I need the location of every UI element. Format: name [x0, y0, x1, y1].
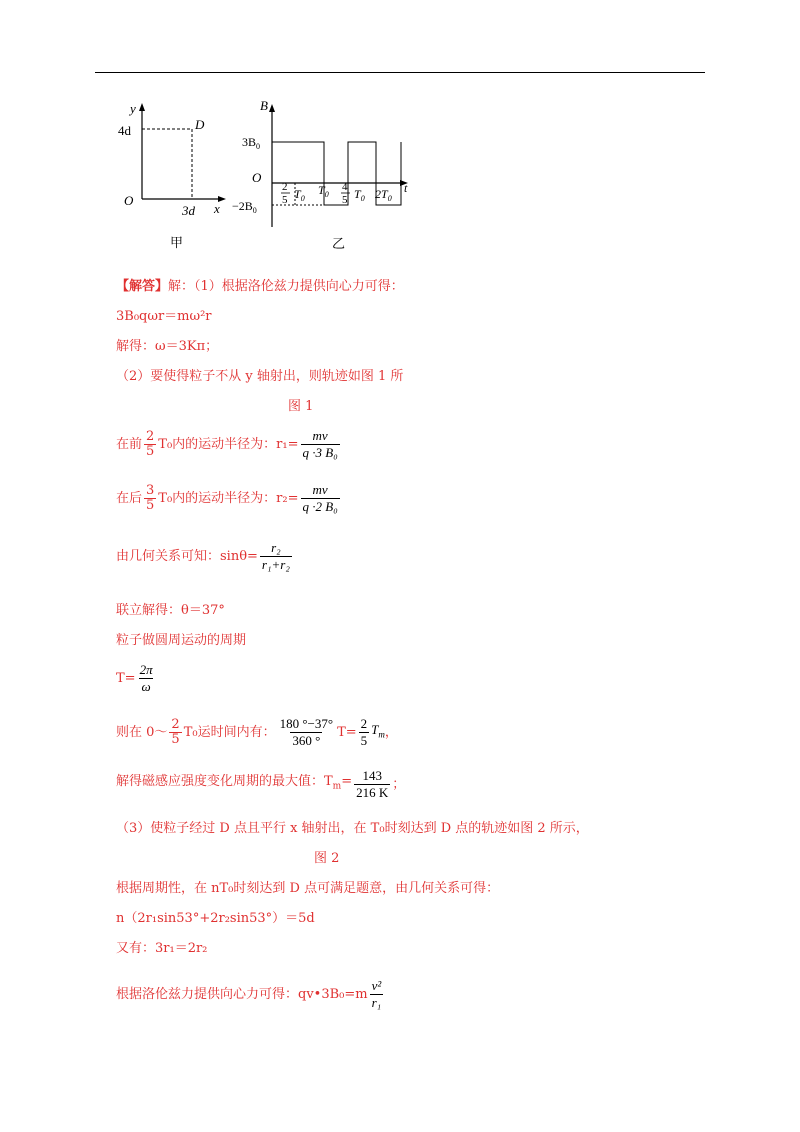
equation-1: 3B₀qωr＝mω²r [116, 309, 212, 324]
r2-time-den: 5 [146, 498, 155, 513]
part-2-text: （2）要使得粒子不从 y 轴射出，则轨迹如图 1 所 [116, 369, 404, 384]
lorentz-den: r₁ [371, 995, 382, 1010]
time-frac-den: 5 [171, 732, 180, 747]
yi-t-label-4: $2T_0$ [375, 187, 392, 203]
max-fraction [354, 768, 390, 801]
period-prefix: T= [116, 670, 136, 686]
jia-x-tick: 3d [182, 203, 195, 218]
yi-lower-level: $-2B_0$ [232, 199, 257, 215]
jia-y-arrow [139, 103, 145, 111]
r1-time-fraction [144, 430, 156, 459]
r1-time-num: 2 [146, 429, 155, 444]
answer-tag: 【解答】 [116, 279, 169, 294]
figure-jia [110, 95, 240, 259]
jia-point-D: D [195, 117, 205, 132]
part-3-text: （3）使粒子经过 D 点且平行 x 轴射出，在 T₀时刻达到 D 点的轨迹如图 2 所示， [116, 821, 589, 836]
yi-upper-level: $3B_0$ [242, 135, 261, 151]
header-rule [95, 72, 705, 73]
geometry-num: r₂ [271, 540, 281, 555]
r2-line [116, 482, 342, 515]
figure-2-caption: 图 2 [314, 851, 340, 866]
yi-frac2-num: 4 [342, 181, 348, 193]
r1-middle: T₀内的运动半径为：r₁= [158, 436, 299, 452]
r1-fraction [301, 428, 340, 461]
lorentz-prefix: 根据洛伦兹力提供向心力可得：qv•3B₀=m [116, 986, 368, 1002]
time-end: ， [384, 724, 398, 740]
max-den: 216 K [356, 785, 389, 800]
rhs-den: 5 [360, 733, 368, 748]
geometry-prefix: 由几何关系可知：sinθ= [116, 548, 258, 564]
figure-1-caption: 图 1 [288, 399, 314, 414]
angle-fraction [278, 716, 335, 749]
yi-frac1-den: 5 [282, 194, 288, 206]
equation-also: 又有：3r₁＝2r₂ [116, 941, 208, 956]
time-frac-num: 2 [171, 717, 180, 732]
jia-y-tick: 4d [118, 123, 131, 138]
equation-n: n（2r₁sin53°+2r₂sin53°）＝5d [116, 911, 315, 926]
periodicity-text: 根据周期性，在 nT₀时刻达到 D 点可满足题意，由几何关系可得： [116, 881, 500, 896]
period-fraction [138, 662, 155, 695]
jia-y-label: y [130, 101, 136, 116]
yi-b-label: B [260, 98, 268, 113]
lorentz-line [116, 978, 385, 1011]
time-line [116, 716, 398, 749]
time-middle: T₀运时间内有： [183, 724, 276, 740]
yi-t-label-1: $T_0$ [294, 187, 305, 203]
figure-jia-svg [110, 95, 240, 255]
lorentz-fraction [370, 978, 384, 1011]
r1-time-den: 5 [146, 444, 155, 459]
rhs-num: 2 [360, 716, 368, 731]
lorentz-num: v² [371, 978, 382, 993]
yi-caption: 乙 [332, 236, 346, 251]
yi-t-label-2: $T_0$ [318, 183, 329, 199]
max-period-line [116, 768, 405, 801]
r2-fraction [301, 482, 340, 515]
r2-middle: T₀内的运动半径为：r₂= [158, 490, 299, 506]
theta-line: 联立解得：θ＝37° [116, 603, 225, 618]
max-num: 143 [362, 768, 382, 783]
geometry-line [116, 540, 294, 573]
period-formula [116, 662, 157, 695]
solution-intro [116, 278, 404, 296]
figure-yi-svg [228, 92, 428, 257]
jia-origin: O [124, 193, 134, 208]
yi-t-axis-label: t [404, 181, 408, 195]
yi-frac1-num: 2 [282, 181, 288, 193]
geometry-den: r₁+r₂ [261, 557, 290, 572]
r1-num: mv [312, 428, 328, 443]
r2-num: mv [312, 482, 328, 497]
angle-den: 360 ° [292, 733, 321, 748]
r1-den: q ·3 B₀ [302, 445, 338, 460]
max-prefix: 解得磁感应强度变化周期的最大值：$T_m=$ [116, 774, 353, 792]
r2-den: q ·2 B₀ [302, 499, 338, 514]
r1-prefix: 在前 [116, 436, 143, 452]
geometry-fraction [260, 540, 292, 573]
r2-time-num: 3 [146, 483, 155, 498]
period-den: ω [141, 679, 151, 694]
period-text: 粒子做圆周运动的周期 [116, 633, 247, 648]
intro-text: 解：（1）根据洛伦兹力提供向心力可得： [168, 279, 404, 294]
time-eq: T= [337, 724, 357, 740]
max-end: ； [392, 776, 406, 792]
rhs-T: $T_m$ [371, 722, 385, 740]
r1-line [116, 428, 342, 461]
figure-yi [228, 92, 428, 261]
time-fraction [169, 718, 181, 747]
jia-x-label: x [214, 201, 220, 216]
period-num: 2π [139, 662, 153, 677]
yi-t-label-3: $T_0$ [354, 187, 365, 203]
angle-num: 180 °−37° [279, 716, 334, 731]
yi-origin: O [252, 170, 262, 185]
rhs-fraction [359, 716, 370, 749]
yi-b-arrow [269, 104, 275, 112]
time-prefix: 则在 0～ [116, 724, 168, 740]
r2-prefix: 在后 [116, 490, 143, 506]
jia-caption: 甲 [170, 235, 184, 250]
r2-time-fraction [144, 484, 156, 513]
equation-2: 解得：ω＝3Kπ； [116, 339, 219, 354]
yi-frac2-den: 5 [342, 194, 348, 206]
